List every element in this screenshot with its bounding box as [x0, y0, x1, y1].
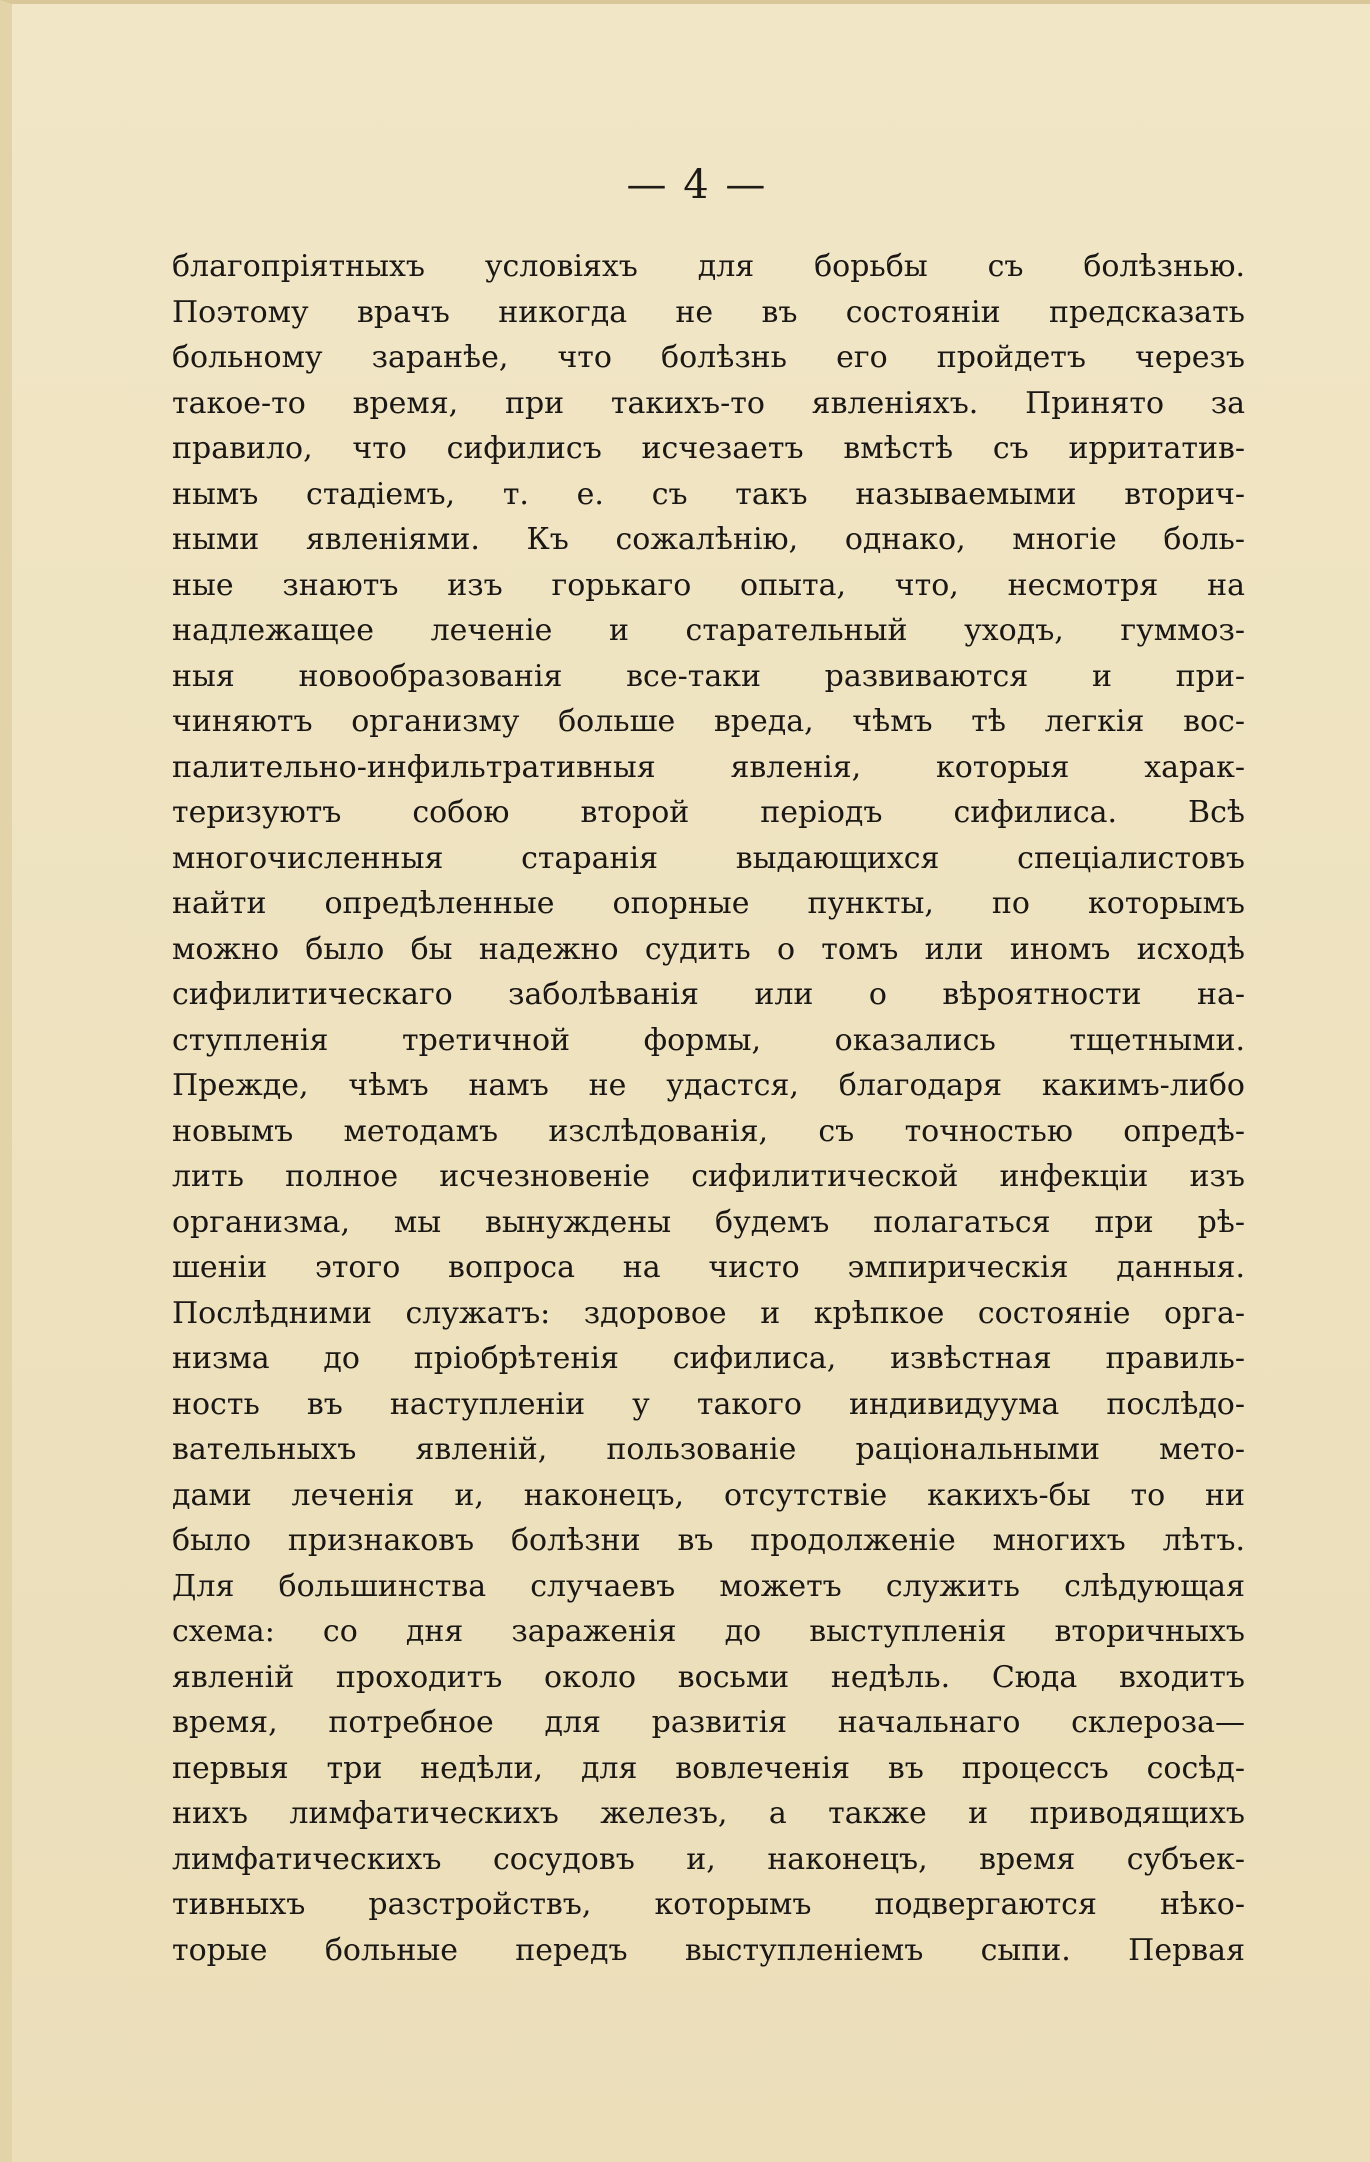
text-line: правило, что сифилисъ исчезаетъ вмѣстѣ съ ирритатив-: [172, 431, 1245, 466]
text-line: вательныхъ явленій, пользованіе раціональными мето-: [172, 1432, 1245, 1467]
text-line: можно было бы надежно судить о томъ или иномъ исходѣ: [172, 931, 1245, 967]
text-line: благопріятныхъ условіяхъ для борьбы съ болѣзнью.: [172, 249, 1245, 284]
text-line: нихъ лимфатическихъ железъ, а также и приводящихъ: [172, 1796, 1245, 1831]
text-line: такое-то время, при такихъ-то явленіяхъ. Принято за: [172, 385, 1245, 421]
page-number: — 4 —: [626, 162, 768, 208]
text-line: многочисленныя старанія выдающихся спеціалистовъ: [172, 840, 1245, 876]
text-line: чиняютъ организму больше вреда, чѣмъ тѣ легкія вос-: [172, 704, 1245, 739]
text-line: шеніи этого вопроса на чисто эмпирическія данныя.: [172, 1250, 1245, 1285]
text-line: время, потребное для развитія начальнаго склероза—: [172, 1705, 1245, 1740]
text-line: торые больные передъ выступленіемъ сыпи. Первая: [172, 1932, 1245, 1968]
text-line: организма, мы вынуждены будемъ полагаться при рѣ-: [172, 1204, 1245, 1240]
text-line: лить полное исчезновеніе сифилитической инфекціи изъ: [172, 1159, 1245, 1194]
text-line: теризуютъ собою второй періодъ сифилиса. Всѣ: [172, 795, 1245, 830]
text-line: Поэтому врачъ никогда не въ состояніи предсказать: [172, 294, 1245, 330]
text-line: ность въ наступленіи у такого индивидуума послѣдо-: [172, 1386, 1245, 1422]
text-line: ступленія третичной формы, оказались тщетными.: [172, 1022, 1245, 1058]
text-line: было признаковъ болѣзни въ продолженіе многихъ лѣтъ.: [172, 1523, 1245, 1558]
text-line: Послѣдними служатъ: здоровое и крѣпкое состояніе орга-: [172, 1295, 1245, 1331]
text-line: явленій проходитъ около восьми недѣль. Сюда входитъ: [172, 1659, 1245, 1695]
text-line: схема: со дня зараженія до выступленія вторичныхъ: [172, 1614, 1245, 1649]
text-line: дами леченія и, наконецъ, отсутствіе какихъ-бы то ни: [172, 1477, 1245, 1513]
text-line: сифилитическаго заболѣванія или о вѣроятности на-: [172, 977, 1245, 1012]
text-line: больному заранѣе, что болѣзнь его пройдетъ черезъ: [172, 340, 1245, 375]
text-line: ные знаютъ изъ горькаго опыта, что, несмотря на: [172, 567, 1245, 603]
text-line: ныя новообразованія все-таки развиваются и при-: [172, 658, 1245, 694]
text-line: надлежащее леченіе и старательный уходъ, гуммоз-: [172, 613, 1245, 648]
text-line: Для большинства случаевъ можетъ служить слѣдующая: [172, 1568, 1245, 1604]
body-text: [172, 244, 1245, 1973]
text-line: тивныхъ разстройствъ, которымъ подвергаются нѣко-: [172, 1887, 1245, 1922]
text-line: лимфатическихъ сосудовъ и, наконецъ, время субъек-: [172, 1841, 1245, 1877]
text-line: палительно-инфильтративныя явленія, которыя харак-: [172, 749, 1245, 785]
text-line: ными явленіями. Къ сожалѣнію, однако, многіе боль-: [172, 522, 1245, 557]
text-line: новымъ методамъ изслѣдованія, съ точностью опредѣ-: [172, 1113, 1245, 1149]
text-line: низма до пріобрѣтенія сифилиса, извѣстная правиль-: [172, 1341, 1245, 1376]
text-line: нымъ стадіемъ, т. е. съ такъ называемыми вторич-: [172, 476, 1245, 512]
text-line: найти опредѣленные опорные пункты, по которымъ: [172, 886, 1245, 921]
text-line: первыя три недѣли, для вовлеченія въ процессъ сосѣд-: [172, 1750, 1245, 1786]
text-line: Прежде, чѣмъ намъ не удастся, благодаря какимъ-либо: [172, 1068, 1245, 1103]
